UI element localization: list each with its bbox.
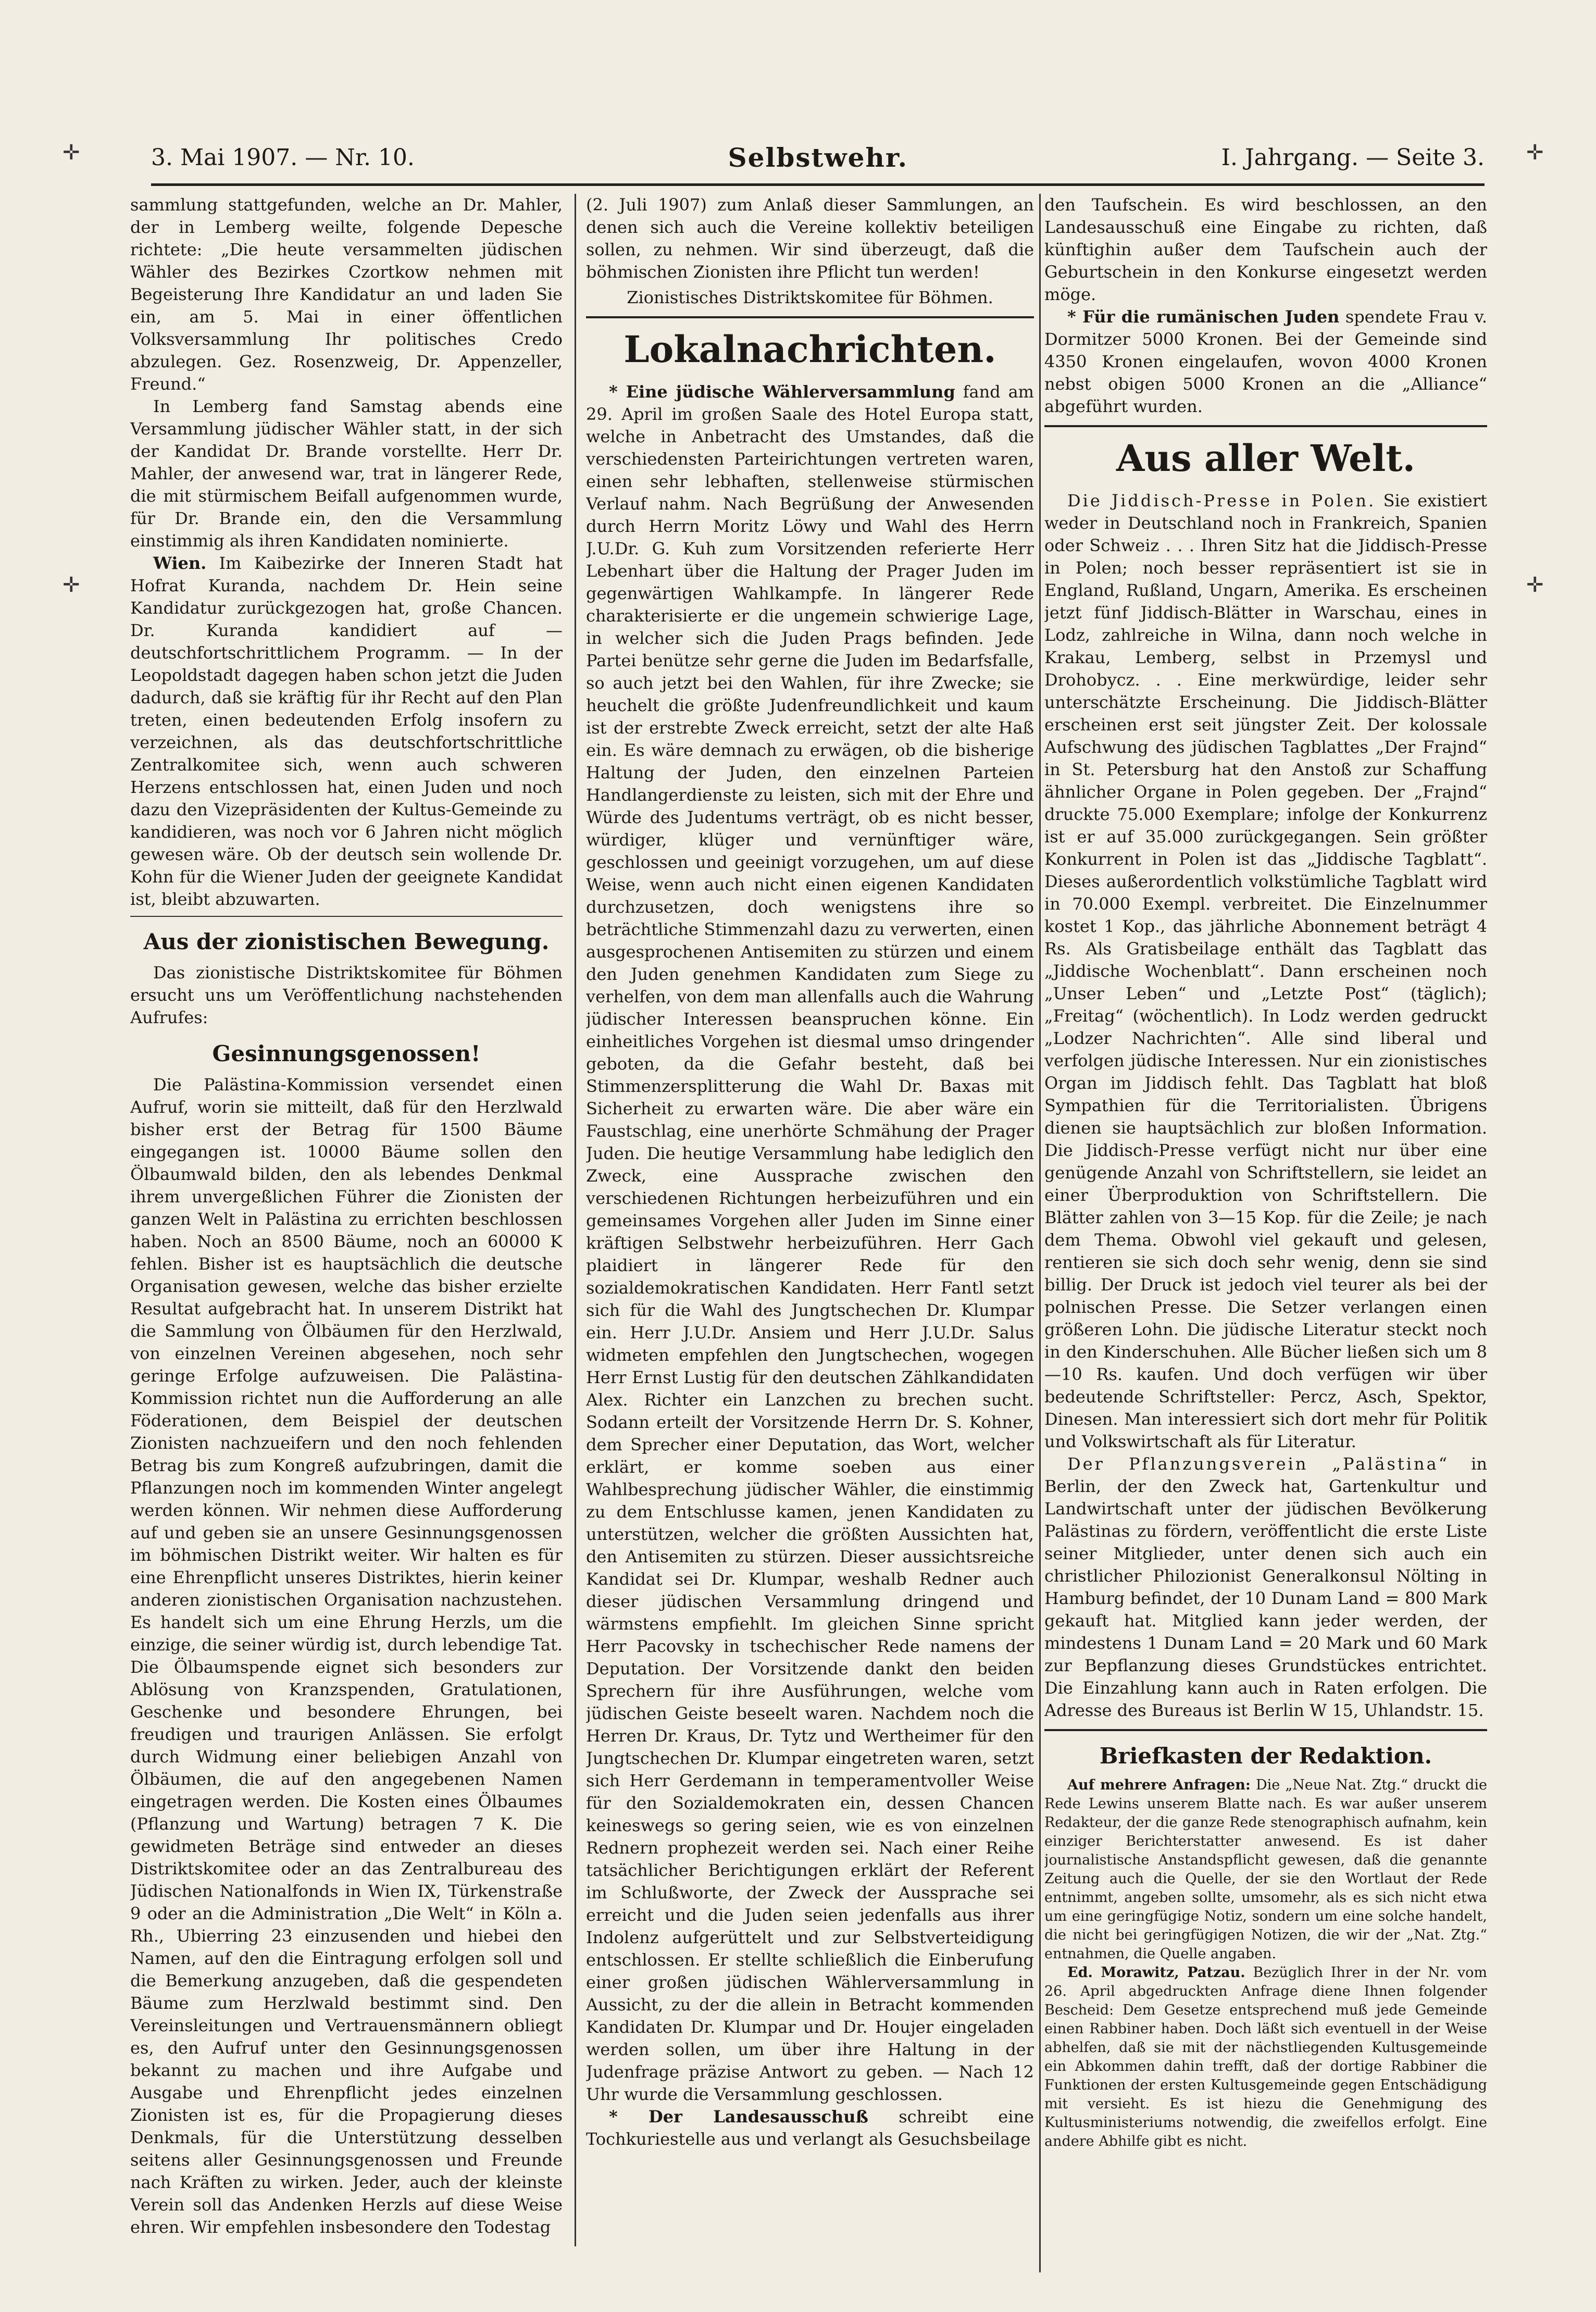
article-paragraph: Die Palästina-Kommission versendet einen Aufruf, worin sie mitteilt, daß für den Herzlwald bisher erst der Betrag für 1500 Bäume eingegangen ist. 10000 Bäume sollen den Ölbaumwald bilden, den als lebendes Denkmal ihrem unvergeßlichen Führer die Zionisten der ganzen Welt in Palästina zu errichten beschlossen haben. Noch an 8500 Bäume, noch an 60000 K fehlen. Bisher ist es hauptsächlich die deutsche Organisation gewesen, welche das bisher erzielte Resultat aufgebracht hat. In unserem Distrikt hat die Sammlung von Ölbäumen für den Herzlwald, von einzelnen Vereinen abgesehen, noch sehr geringe Erfolge aufzuweisen. Die Palästina-Kommission richtet nun die Aufforderung an alle Föderationen, dem Beispiel der deutschen Zionisten nachzueifern und den noch fehlenden Betrag bis zum Kongreß aufzubringen, damit die Pflanzungen noch im kommenden Winter angelegt werden können. Wir nehmen diese Aufforderung auf und geben sie an unsere Gesinnungsgenossen im böhmischen Distrikt weiter. Wir halten es für eine Ehrenpflicht unseres Distriktes, hierin keiner anderen zionistischen Organisation nachzustehen. Es handelt sich um eine Ehrung Herzls, um die einzige, die seiner würdig ist, durch lebendige Tat. Die Ölbaumspende eignet sich besonders zur Ablösung von Kranzspenden, Gratulationen, Geschenke und besondere Ehrungen, bei freudigen und traurigen Anlässen. Sie erfolgt durch Widmung einer beliebigen Anzahl von Ölbäumen, die auf den angegebenen Namen eingetragen werden. Die Kosten eines Ölbaumes (Pflanzung und Wartung) betragen 7 K. Die gewidmeten Beträge sind entweder an dieses Distriktskomitee oder an das Zentralbureau des Jüdischen Nationalfonds in Wien IX, Türkenstraße 9 oder an die Administration „Die Welt“ in Köln a. Rh., Ubierring 23 einzusenden und hiebei den Namen, auf den die Eintragung erfolgen soll und die Bemerkung anzugeben, daß die gespendeten Bäume zum Herzlwald bestimmt sind. Den Vereinsleitungen und Vertrauensmännern obliegt es, den Aufruf unter den Gesinnungsgenossen bekannt zu machen und ihre Aufgabe und Ausgabe und Ehrenpflicht jedes einzelnen Zionisten ist es, für die Propagierung dieses Denkmals, für die Unterstützung desselben seitens aller Gesinnungsgenossen und Freunde nach Kräften zu wirken. Jeder, auch der kleinste Verein soll das Andenken Herzls auf diese Weise ehren. Wir empfehlen insbesondere den Todestag bbox=[130, 1075, 563, 2237]
masthead-title: Selbstwehr. bbox=[728, 142, 908, 173]
article-paragraph: schreibt eine Tochkuriestelle aus und verlangt als Gesuchsbeilage bbox=[586, 2107, 1034, 2149]
article-paragraph: Im Kaibezirke der Inneren Stadt hat Hofrat Kuranda, nachdem Dr. Hein seine Kandidatur zurückgezogen hat, große Chancen. Dr. Kuranda kandidiert auf — deutschfortschrittlichem Programm. — In der Leopoldstadt dagegen haben schon jetzt die Juden dadurch, daß sie kräftig für ihr Recht auf den Plan treten, einen bedeutenden Erfolg insofern zu verzeichnen, als das deutschfortschrittliche Zentralkomitee sich, wenn auch schweren Herzens entschlossen hat, einen Juden und noch dazu den Vizepräsidenten der Kultus-Gemeinde zu kandidieren, was noch vor 6 Jahren nicht möglich gewesen wäre. Ob der deutsch sein wollende Dr. Kohn für die Wiener Juden der geeignete Kandidat ist, bleibt abzuwarten. bbox=[130, 553, 563, 909]
column-2 bbox=[586, 194, 1034, 2272]
article-paragraph: Das zionistische Distriktskomitee für Böhmen ersucht uns um Veröffentlichung nachstehenden Aufrufes: bbox=[130, 963, 563, 1027]
heading-briefkasten: Briefkasten der Redaktion. bbox=[1099, 1743, 1432, 1769]
item-label-jiddisch-presse: Die Jiddisch-Presse in Polen. bbox=[1067, 491, 1376, 511]
article-paragraph: sammlung stattgefunden, welche an Dr. Mahler, der in Lemberg weilte, folgende Depesche richtete: „Die heute versammelten jüdischen Wähler des Bezirkes Czortkow nehmen mit Begeisterung Ihre Kandidatur an und laden Sie ein, am 5. Mai in einer öffentlichen Volksversammlung Ihr politisches Credo abzulegen. Gez. Rosenzweig, Dr. Appenzeller, Freund.“ bbox=[130, 195, 563, 394]
heading-gesinnungsgenossen: Gesinnungsgenossen! bbox=[212, 1041, 481, 1066]
article-paragraph: den Taufschein. Es wird beschlossen, an den Landesausschuß eine Eingabe zu richten, daß künftighin außer dem Taufschein auch der Geburtschein in den Konkurse eingesetzt werden möge. bbox=[1044, 195, 1487, 304]
heading-lokalnachrichten: Lokalnachrichten. bbox=[624, 328, 996, 371]
divider bbox=[1044, 1729, 1487, 1731]
registration-mark-right: ✛ bbox=[1526, 141, 1544, 165]
column-rule-2 bbox=[1039, 194, 1041, 2272]
section-label-wien: Wien. bbox=[153, 553, 207, 573]
registration-mark-right-mid: ✛ bbox=[1526, 573, 1544, 597]
article-paragraph: spendete Frau v. Dormitzer 5000 Kronen. Bei der Gemeinde sind 4350 Kronen eingelaufen, wovon 4000 Kronen nebst obigen 5000 Kronen an die „Alliance“ abgeführt wurden. bbox=[1044, 307, 1487, 416]
letter-reply: Die „Neue Nat. Ztg.“ druckt die Rede Lewins unserem Blatte nach. Es war außer unserem Redakteur, der die ganze Rede stenographisch aufnahm, kein einziger Berichterstatter anwesend. Es ist daher journalistische Anstandspflicht gewesen, daß die genannte Zeitung auch die Quelle, der sie den Wortlaut der Rede entnimmt, angeben sollte, umsomehr, als es sich nicht etwa um eine geringfügige Notiz, sondern um eine solche handelt, die nicht bei geringfügigen Notizen, die wir der „Nat. Ztg.“ entnahmen, die Quelle angaben. bbox=[1044, 1777, 1487, 1962]
item-label-pflanzungsverein: Der Pflanzungsverein „Palästina“ bbox=[1067, 1454, 1450, 1474]
column-rule-1 bbox=[575, 194, 576, 2246]
letter-label-morawitz: Ed. Morawitz, Patzau. bbox=[1067, 1965, 1245, 1981]
page-number: I. Jahrgang. — Seite 3. bbox=[1221, 144, 1485, 171]
item-label-landesausschuss: * Der Landesausschuß bbox=[609, 2107, 868, 2127]
article-paragraph: in Berlin, der den Zweck hat, Gartenkultur und Landwirtschaft unter der jüdischen Bevölkerung Palästinas zu fördern, veröffentlicht die erste Liste seiner Mitglieder, unter denen sich auch ein christlicher Philozionist Generalkonsul Nölting in Hamburg befindet, der 10 Dunam Land = 800 Mark gekauft hat. Mitglied kann jeder werden, der mindestens 1 Dunam Land = 20 Mark und 60 Mark zur Bepflanzung dieses Grundstückes entrichtet. Die Einzahlung kann auch in Raten erfolgen. Die Adresse des Bureaus ist Berlin W 15, Uhlandstr. 15. bbox=[1044, 1454, 1487, 1720]
registration-mark-left-mid: ✛ bbox=[63, 573, 80, 597]
item-label-rumaenische-juden: * Für die rumänischen Juden bbox=[1067, 307, 1340, 327]
letter-reply: Bezüglich Ihrer in der Nr. vom 26. April abgedruckten Anfrage diene Ihnen folgender Bescheid: Dem Gesetze entsprechend muß jede Gemeinde einen Rabbiner haben. Doch läßt sich eventuell in der Weise abhelfen, daß sie mit der nächstliegenden Kultusgemeinde ein Abkommen dahin trefft, daß der dortige Rabbiner die Funktionen der ersten Kultusgemeinde gegen Entschädigung mit versieht. Es ist hiezu die Genehmigung des Kultusministeriums notwendig, die zweifellos erfolgt. Eine andere Abhilfe gibt es nicht. bbox=[1044, 1965, 1487, 2149]
item-label-waehlerversammlung: * Eine jüdische Wählerversammlung bbox=[609, 382, 955, 402]
article-paragraph: Sie existiert weder in Deutschland noch in Frankreich, Spanien oder Schweiz . . . Ihren Sitz hat die Jiddisch-Presse in Polen; noch besser repräsentiert ist sie in England, Rußland, Ungarn, Amerika. Es erscheinen jetzt fünf Jiddisch-Blätter in Warschau, eines in Lodz, zahlreiche in Wilna, dann noch welche in Krakau, Lemberg, selbst in Przemysl und Drohobycz. . . Eine merkwürdige, leider sehr unterschätzte Erscheinung. Die Jiddisch-Blätter erscheinen erst seit jüngster Zeit. Der kolossale Aufschwung des jüdischen Tagblattes „Der Frajnd“ in St. Petersburg hat den Anstoß zur Schaffung ähnlicher Organe in Polen gegeben. Der „Frajnd“ druckte 75.000 Exemplare; infolge der Konkurrenz ist er auf 35.000 zurückgegangen. Sein größter Konkurrent in Polen ist das „Jiddische Tagblatt“. Dieses außerordentlich volkstümliche Tagblatt wird in 70.000 Exempl. verbreitet. Die Einzelnummer kostet 1 Kop., das jährliche Abonnement beträgt 4 Rs. Als Gratisbeilage enthält das Tagblatt das „Jiddische Wochenblatt“. Dann erscheinen noch „Unser Leben“ und „Letzte Post“ (täglich); „Freitag“ (wöchentlich). In Lodz werden gedruckt „Lodzer Nachrichten“. Alle sind liberal und verfolgen jüdische Interessen. Nur ein zionistisches Organ im Jiddisch fehlt. Das Tagblatt hat bloß Sympathien für die Territorialisten. Übrigens dienen sie hauptsächlich zur bloßen Information. Die Jiddisch-Presse verfügt nicht nur über eine genügende Anzahl von Schriftstellern, sie leidet an einer Überproduktion von Schriftstellern. Die Blätter zahlen von 3—15 Kop. für die Zeile; je nach dem Thema. Obwohl viel gekauft und gelesen, rentieren sie sich doch sehr wenig, denn sie sind billig. Der Druck ist jedoch viel teurer als bei der polnischen Presse. Die Setzer verlangen einen größeren Lohn. Die jüdische Literatur steckt noch in den Kinderschuhen. Alle Bücher ließen sich um 8—10 Rs. kaufen. Und doch verfügen wir über bedeutende Schriftsteller: Percz, Asch, Spektor, Dinesen. Man interessiert sich dort mehr für Politik und Volkswirtschaft als für Literatur. bbox=[1044, 491, 1487, 1451]
divider bbox=[1044, 425, 1487, 427]
divider bbox=[130, 916, 563, 917]
header-rule bbox=[151, 183, 1485, 186]
article-paragraph: fand am 29. April im großen Saale des Hotel Europa statt, welche in Anbetracht des Umstandes, daß die verschiedensten Parteirichtungen vertreten waren, einen sehr lebhaften, stellenweise stürmischen Verlauf nahm. Nach Begrüßung der Anwesenden durch Herrn Moritz Löwy und Wahl des Herrn J.U.Dr. G. Kuh zum Vorsitzenden referierte Herr Lebenhart über die Haltung der Prager Juden im gegenwärtigen Wahlkampfe. In längerer Rede charakterisierte er die ungemein schwierige Lage, in welcher sich die Juden Prags befinden. Jede Partei benütze sehr gerne die Juden im Bedarfsfalle, so auch jetzt bei den Wahlen, für ihre Zwecke; sie heuchelt die größte Judenfreundlichkeit und kaum ist der erstrebte Zweck erreicht, setzt der alte Haß ein. Es wäre demnach zu erwägen, ob die bisherige Haltung der Juden, den einzelnen Parteien Handlangerdienste zu leisten, sich mit der Ehre und Würde des Judentums verträgt, ob es nicht besser, würdiger, klüger und vernünftiger wäre, geschlossen und geeinigt vorzugehen, um auf diese Weise, wenn auch nicht einen eigenen Kandidaten durchzusetzen, doch wenigstens ihre so beträchtliche Stimmenzahl dazu zu verwerten, einen ausgesprochenen Antisemiten zu stürzen und einem den Juden genehmen Kandidaten zum Siege zu verhelfen, von dem man allenfalls auch die Wahrung jüdischer Interessen beanspruchen könne. Ein einheitliches Vorgehen ist diesmal umso dringender geboten, da die Gefahr besteht, daß bei Stimmenzersplitterung die Wahl Dr. Baxas mit Sicherheit zu erwarten wäre. Die aber wäre ein Faustschlag, eine unerhörte Schmähung der Prager Juden. Die heutige Versammlung habe lediglich den Zweck, eine Aussprache zwischen den verschiedenen Richtungen herbeizuführen und ein gemeinsames Vorgehen aller Juden im Sinne einer kräftigen Selbstwehr herbeizuführen. Herr Gach plaidiert in längerer Rede für den sozialdemokratischen Kandidaten. Herr Fantl setzt sich für die Wahl des Jungtschechen Dr. Klumpar ein. Herr J.U.Dr. Ansiem und Herr J.U.Dr. Salus widmeten empfehlen den Jungtschechen, wogegen Herr Ernst Lustig für den deutschen Zählkandidaten Alex. Richter ein Lanzchen zu brechen sucht. Sodann erteilt der Vorsitzende Herrn Dr. S. Kohner, dem Sprecher einer Deputation, das Wort, welcher erklärt, er komme soeben aus einer Wahlbesprechung jüdischer Wähler, die einstimmig zu dem Entschlusse kamen, jenen Kandidaten zu unterstützen, welcher die größten Aussichten hat, den Antisemiten zu stürzen. Dieser aussichtsreiche Kandidat sei Dr. Klumpar, weshalb Redner auch dieser jüdischen Versammlung dringend und wärmstens empfiehlt. Im gleichen Sinne spricht Herr Pacovsky in tschechischer Rede namens der Deputation. Der Vorsitzende dankt den beiden Sprechern für ihre Ausführungen, welche vom jüdischen Geiste beseelt waren. Nachdem noch die Herren Dr. Kraus, Dr. Tytz und Wertheimer für den Jungtschechen Dr. Klumpar eingetreten waren, setzt sich Herr Gerdemann in temperamentvoller Weise für den Sozialdemokraten ein, dessen Chancen keineswegs so gering seien, wie es von einzelnen Rednern prophezeit werden sei. Nach einer Reihe tatsächlicher Berichtigungen erklärt der Referent im Schlußworte, der Zweck der Aussprache sei erreicht und die Juden seien jedenfalls aus ihrer Indolenz aufgerüttelt und zur Selbstverteidigung entschlossen. Er stellte schließlich die Einberufung einer großen jüdischen Wählerversammlung in Aussicht, zu der die allein in Betracht kommenden Kandidaten Dr. Klumpar und Dr. Houjer eingeladen werden sollen, um über ihre Haltung in der Judenfrage präzise Antwort zu geben. — Nach 12 Uhr wurde die Versammlung geschlossen. bbox=[586, 382, 1034, 2104]
heading-aus-aller-welt: Aus aller Welt. bbox=[1116, 437, 1416, 480]
signature: Zionistisches Distriktskomitee für Böhmen. bbox=[627, 288, 993, 307]
letter-label-anfragen: Auf mehrere Anfragen: bbox=[1067, 1777, 1251, 1793]
heading-zionist-movement: Aus der zionistischen Bewegung. bbox=[143, 929, 550, 954]
issue-date: 3. Mai 1907. — Nr. 10. bbox=[151, 144, 415, 171]
divider bbox=[586, 316, 1034, 318]
page-header bbox=[151, 136, 1485, 178]
registration-mark-left: ✛ bbox=[63, 141, 80, 165]
column-1 bbox=[130, 194, 563, 2246]
article-paragraph: In Lemberg fand Samstag abends eine Versammlung jüdischer Wähler statt, in der sich der Kandidat Dr. Brande vorstellte. Herr Dr. Mahler, der anwesend war, trat in längerer Rede, die mit stürmischem Beifall aufgenommen wurde, für Dr. Brande ein, den die Versammlung einstimmig als ihren Kandidaten nominierte. bbox=[130, 396, 563, 551]
column-3 bbox=[1044, 194, 1487, 2267]
article-paragraph: (2. Juli 1907) zum Anlaß dieser Sammlungen, an denen sich auch die Vereine kollektiv beteiligen sollen, zu nehmen. Wir sind überzeugt, daß die böhmischen Zionisten ihre Pflicht tun werden! bbox=[586, 195, 1034, 282]
